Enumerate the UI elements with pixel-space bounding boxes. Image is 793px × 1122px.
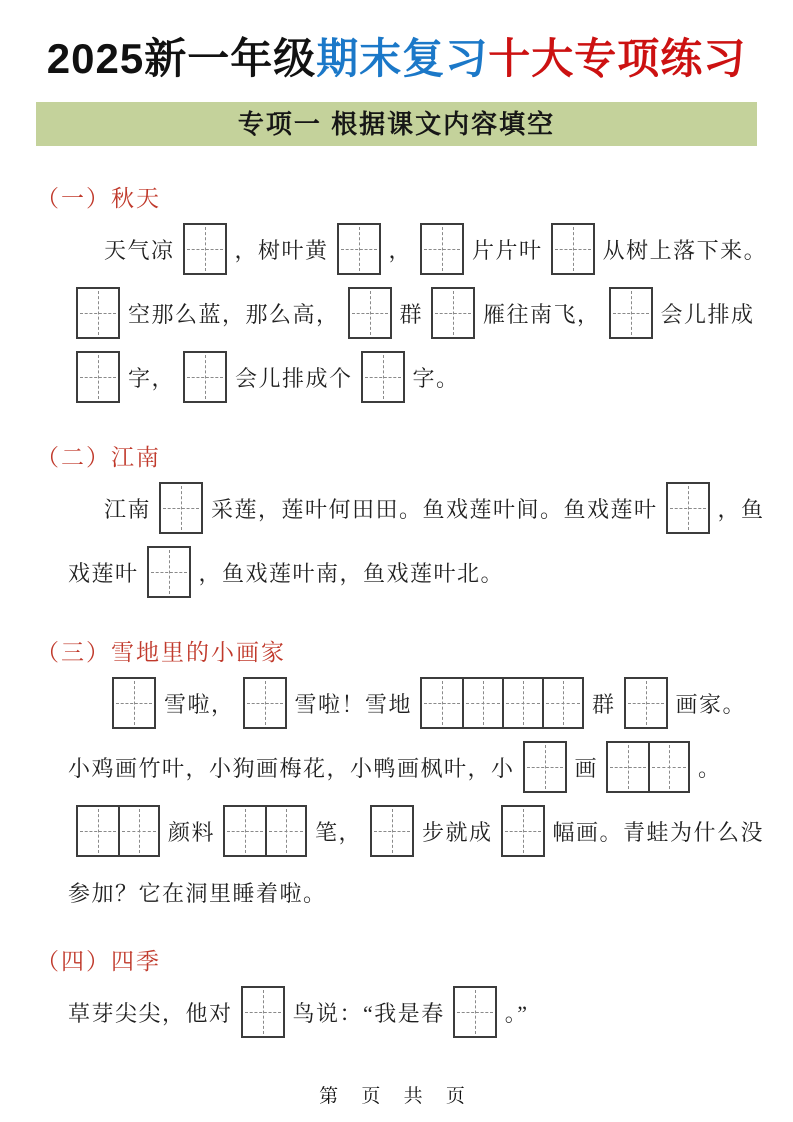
title-part-exercises: 十大专项练习 <box>488 35 747 82</box>
section-banner: 专项一 根据课文内容填空 <box>36 102 757 146</box>
answer-box <box>348 287 392 339</box>
line-text: 笔， <box>315 819 363 845</box>
answer-box <box>147 546 191 598</box>
answer-box <box>337 223 381 275</box>
answer-box-group <box>420 677 584 729</box>
line-text: 草芽尖尖，他对 <box>68 1000 233 1026</box>
tianzige-cell <box>114 679 154 727</box>
tianzige-cell <box>626 679 666 727</box>
answer-box <box>431 287 475 339</box>
answer-box-group <box>223 805 307 857</box>
line-text: 天气凉 <box>104 237 175 263</box>
title-part-grade: 2025新一年级 <box>46 35 317 82</box>
line-text: 会儿排成 <box>660 301 755 327</box>
exercise-section-1 <box>36 180 768 405</box>
tianzige-cell <box>363 353 403 401</box>
tianzige-cell <box>525 743 565 791</box>
line-text: 画 <box>574 755 599 781</box>
answer-box <box>361 351 405 403</box>
sections-container <box>36 180 768 1040</box>
line-text: 群 <box>592 691 616 717</box>
answer-box <box>241 986 285 1038</box>
tianzige-cell <box>433 289 473 337</box>
text-line <box>68 349 757 405</box>
answer-box <box>420 223 464 275</box>
tianzige-cell <box>422 679 462 727</box>
answer-box <box>453 986 497 1038</box>
line-text: 参加？它在洞里睡着啦。 <box>68 880 327 906</box>
tianzige-cell <box>243 988 283 1036</box>
tianzige-cell <box>608 743 648 791</box>
answer-box-group <box>606 741 690 793</box>
tianzige-cell <box>502 679 542 727</box>
tianzige-cell <box>350 289 390 337</box>
tianzige-cell <box>225 807 265 855</box>
tianzige-cell <box>372 807 412 855</box>
answer-box <box>523 741 567 793</box>
text-line <box>68 285 757 341</box>
tianzige-cell <box>339 225 379 273</box>
section-heading: （三）雪地里的小画家 <box>36 640 286 665</box>
answer-box <box>183 223 227 275</box>
line-text: 戏莲叶 <box>68 560 139 586</box>
tianzige-cell <box>503 807 543 855</box>
section-heading: （二）江南 <box>36 445 161 470</box>
answer-box <box>624 677 668 729</box>
tianzige-cell <box>668 484 708 532</box>
answer-box <box>76 351 120 403</box>
tianzige-cell <box>462 679 502 727</box>
tianzige-cell <box>149 548 189 596</box>
line-text: ， <box>388 237 413 263</box>
line-text: 步就成 <box>422 819 493 845</box>
tianzige-cell <box>118 807 158 855</box>
tianzige-cell <box>542 679 582 727</box>
answer-box <box>112 677 156 729</box>
section-heading: （一）秋天 <box>36 186 161 211</box>
answer-box <box>183 351 227 403</box>
answer-box <box>159 482 203 534</box>
answer-box <box>551 223 595 275</box>
tianzige-cell <box>422 225 462 273</box>
answer-box <box>76 287 120 339</box>
exercise-section-2 <box>36 439 765 600</box>
line-text: 字， <box>128 365 176 391</box>
line-text: 会儿排成个 <box>235 365 353 391</box>
line-text: 小鸡画竹叶，小狗画梅花，小鸭画枫叶，小 <box>68 755 515 781</box>
tianzige-cell <box>78 807 118 855</box>
line-text: 采莲，莲叶何田田。鱼戏莲叶间。鱼戏莲叶 <box>211 496 658 522</box>
line-text: ，鱼 <box>717 496 765 522</box>
line-text: 群 <box>399 301 424 327</box>
answer-box <box>501 805 545 857</box>
tianzige-cell <box>648 743 688 791</box>
text-line <box>68 739 757 795</box>
tianzige-cell <box>455 988 495 1036</box>
text-line <box>104 480 765 536</box>
line-text: 从树上落下来。 <box>602 237 768 263</box>
line-text: 空那么蓝，那么高， <box>128 301 340 327</box>
text-line <box>68 803 765 859</box>
answer-box <box>370 805 414 857</box>
line-text: 雪啦！雪地 <box>294 691 413 717</box>
line-text: 鸟说：“我是春 <box>292 1000 445 1026</box>
tianzige-cell <box>185 353 225 401</box>
page-footer: 第 页 共 页 <box>319 1086 474 1107</box>
answer-box-group <box>76 805 160 857</box>
text-line <box>68 984 757 1040</box>
line-text: 颜料 <box>168 819 216 845</box>
tianzige-cell <box>185 225 225 273</box>
title-part-review: 期末复习 <box>316 35 489 82</box>
tianzige-cell <box>78 289 118 337</box>
text-line <box>104 675 757 731</box>
tianzige-cell <box>553 225 593 273</box>
exercise-section-4 <box>36 943 757 1040</box>
tianzige-cell <box>265 807 305 855</box>
section-heading: （四）四季 <box>36 949 161 974</box>
line-text: 江南 <box>104 496 152 522</box>
tianzige-cell <box>611 289 651 337</box>
text-line <box>68 544 757 600</box>
answer-box <box>243 677 287 729</box>
text-line <box>104 221 768 277</box>
page-title <box>36 26 757 86</box>
line-text: ，树叶黄 <box>234 237 329 263</box>
line-text: 字。 <box>412 365 460 391</box>
line-text: 。” <box>504 1000 529 1026</box>
text-line <box>68 875 757 909</box>
line-text: 雁往南飞， <box>483 301 601 327</box>
tianzige-cell <box>161 484 201 532</box>
line-text: 雪啦， <box>164 691 235 717</box>
line-text: 片片叶 <box>472 237 543 263</box>
line-text: 。 <box>698 755 722 781</box>
tianzige-cell <box>245 679 285 727</box>
answer-box <box>666 482 710 534</box>
line-text: 幅画。青蛙为什么没 <box>552 819 765 845</box>
answer-box <box>609 287 653 339</box>
tianzige-cell <box>78 353 118 401</box>
line-text: 画家。 <box>675 691 747 717</box>
line-text: ，鱼戏莲叶南，鱼戏莲叶北。 <box>198 560 505 586</box>
exercise-section-3 <box>36 634 765 909</box>
